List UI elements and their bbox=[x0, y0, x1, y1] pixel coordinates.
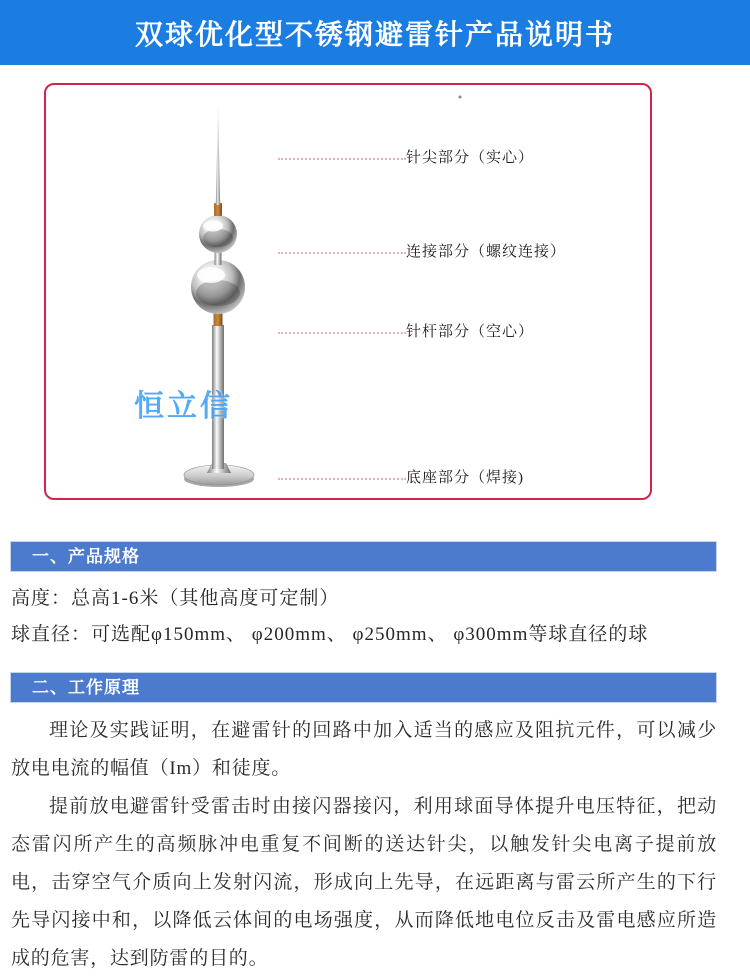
page-title: 双球优化型不锈钢避雷针产品说明书 bbox=[134, 18, 615, 50]
leader-line bbox=[278, 158, 406, 160]
part-label-tip: 针尖部分（实心） bbox=[406, 150, 535, 166]
part-label-base: 底座部分（焊接) bbox=[406, 470, 524, 486]
lightning-rod-illustration bbox=[46, 85, 650, 498]
principle-paragraph-1: 理论及实践证明，在避雷针的回路中加入适当的感应及阻抗元件，可以减少放电电流的幅值（Im）和徒度。 bbox=[11, 720, 717, 779]
spec-line-height: 高度：总高1-6米（其他高度可定制） bbox=[11, 588, 340, 609]
leader-line bbox=[278, 478, 406, 480]
spec-text-block bbox=[11, 581, 741, 653]
principle-paragraph-2: 提前放电避雷针受雷击时由接闪器接闪，利用球面导体提升电压特征，把动态雷闪所产生的高频脉冲电重复不间断的送达针尖，以触发针尖电离子提前放电，击穿空气介质向上发射闪流，形成向上先导，在远距离与雷云所产生的下行先导闪接中和，以降低云体间的电场强度，从而降低地电位反击及雷电感应所造成的危害，达到防雷的目的。 bbox=[11, 796, 717, 969]
spec-line-diameter: 球直径：可选配φ150mm、 φ200mm、 φ250mm、 φ300mm等球直径的球 bbox=[11, 624, 649, 645]
principle-text-block bbox=[11, 712, 717, 976]
product-photo-panel bbox=[44, 83, 652, 500]
section-heading-principle: 二、工作原理 bbox=[10, 672, 717, 703]
title-banner bbox=[0, 0, 750, 65]
leader-line bbox=[278, 332, 406, 334]
watermark-text: 恒立信 bbox=[134, 390, 233, 423]
part-label-connector: 连接部分（螺纹连接） bbox=[406, 244, 567, 260]
leader-line bbox=[278, 252, 406, 254]
section-heading-spec: 一、产品规格 bbox=[10, 541, 717, 572]
part-label-rod: 针杆部分（空心） bbox=[406, 324, 535, 340]
photo-speck bbox=[459, 96, 462, 99]
